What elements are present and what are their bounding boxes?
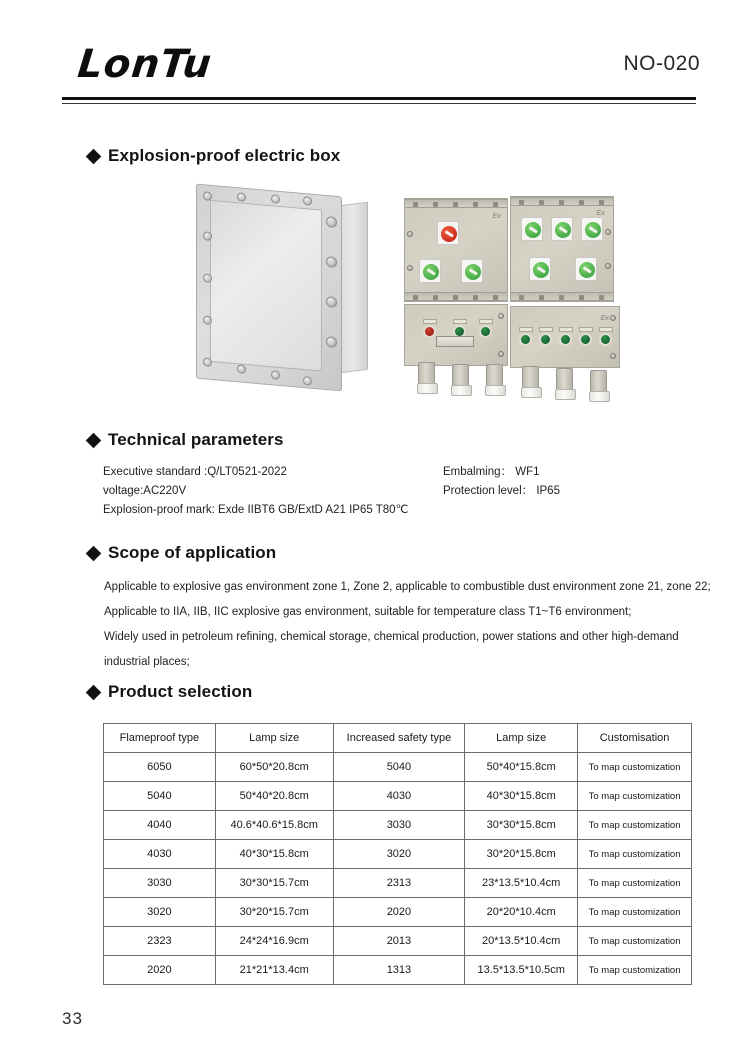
diamond-bullet-icon bbox=[86, 148, 102, 164]
cell-increased-safety-type: 3030 bbox=[333, 811, 465, 840]
cell-increased-safety-type: 5040 bbox=[333, 753, 465, 782]
cell-customisation: To map customization bbox=[578, 956, 692, 985]
spec-explosion-proof-mark: Explosion-proof mark: Exde IIBT6 GB/ExtD A21 IP65 T80℃ bbox=[103, 504, 409, 516]
product-nameplate bbox=[436, 336, 474, 347]
section-heading-scope bbox=[88, 543, 276, 563]
cell-flameproof-type: 3030 bbox=[104, 869, 216, 898]
cell-lamp-size-2: 30*20*15.8cm bbox=[465, 840, 578, 869]
panel-section-bottom-right bbox=[510, 306, 620, 368]
scope-line: Widely used in petroleum refining, chemical storage, chemical production, power stations and other high-demand bbox=[104, 631, 679, 643]
cell-flameproof-type: 3020 bbox=[104, 898, 216, 927]
scope-line: Applicable to IIA, IIB, IIC explosive gas environment, suitable for temperature class T1~T6 environment; bbox=[104, 606, 632, 618]
indicator-light-green[interactable] bbox=[559, 333, 572, 346]
column-header-lamp-size-2: Lamp size bbox=[465, 724, 578, 753]
cell-customisation: To map customization bbox=[578, 753, 692, 782]
technical-right-column bbox=[443, 463, 560, 501]
switch-plate bbox=[419, 259, 441, 283]
cell-customisation: To map customization bbox=[578, 840, 692, 869]
column-header-increased-safety: Increased safety type bbox=[333, 724, 465, 753]
logo-text: LonTu bbox=[75, 42, 215, 87]
cable-gland bbox=[590, 370, 607, 394]
cell-increased-safety-type: 2313 bbox=[333, 869, 465, 898]
rotary-switch-green[interactable] bbox=[423, 264, 439, 280]
cable-gland bbox=[486, 364, 503, 388]
table-body bbox=[104, 753, 692, 985]
rotary-switch-green[interactable] bbox=[533, 262, 549, 278]
cell-flameproof-type: 2020 bbox=[104, 956, 216, 985]
spec-voltage: voltage:AC220V bbox=[103, 485, 187, 497]
section-title-text: Product selection bbox=[108, 682, 253, 701]
spec-protection-level: Protection level： IP65 bbox=[443, 485, 560, 497]
cell-lamp-size-2: 23*13.5*10.4cm bbox=[465, 869, 578, 898]
enclosure-bolt bbox=[203, 273, 212, 283]
indicator-label-tag bbox=[453, 319, 467, 324]
section-heading-selection bbox=[88, 682, 252, 702]
switch-plate bbox=[437, 221, 459, 245]
ex-marking: Ex bbox=[492, 213, 501, 220]
cell-increased-safety-type: 2013 bbox=[333, 927, 465, 956]
cell-flameproof-type: 4030 bbox=[104, 840, 216, 869]
ex-marking: Ex bbox=[600, 315, 609, 322]
cell-lamp-size-1: 30*30*15.7cm bbox=[215, 869, 333, 898]
enclosure-bolt bbox=[237, 192, 246, 202]
cable-gland bbox=[452, 364, 469, 388]
enclosure-bolt bbox=[326, 216, 337, 228]
page-header bbox=[0, 0, 756, 110]
panel-section-top-right bbox=[510, 196, 614, 302]
section-heading-technical bbox=[88, 430, 284, 450]
cell-customisation: To map customization bbox=[578, 927, 692, 956]
switch-plate bbox=[461, 259, 483, 283]
enclosure-bolt bbox=[237, 364, 246, 374]
table-row bbox=[104, 927, 692, 956]
table-row bbox=[104, 840, 692, 869]
enclosure-bolt bbox=[271, 194, 280, 204]
table-row bbox=[104, 753, 692, 782]
indicator-light-green[interactable] bbox=[519, 333, 532, 346]
enclosure-bolt bbox=[203, 191, 212, 201]
switch-plate bbox=[529, 257, 551, 281]
column-header-flameproof-type: Flameproof type bbox=[104, 724, 216, 753]
cell-increased-safety-type: 4030 bbox=[333, 782, 465, 811]
cell-lamp-size-1: 40*30*15.8cm bbox=[215, 840, 333, 869]
cell-increased-safety-type: 3020 bbox=[333, 840, 465, 869]
enclosure-bolt bbox=[203, 357, 212, 367]
scope-line: Applicable to explosive gas environment zone 1, Zone 2, applicable to combustible dust environment zone 21, zone 22; bbox=[104, 581, 711, 593]
switch-plate bbox=[521, 217, 543, 241]
cell-lamp-size-2: 13.5*13.5*10.5cm bbox=[465, 956, 578, 985]
diamond-bullet-icon bbox=[86, 684, 102, 700]
page-number: 33 bbox=[62, 1009, 83, 1028]
section-title-text: Explosion-proof electric box bbox=[108, 146, 341, 165]
diamond-bullet-icon bbox=[86, 545, 102, 561]
switch-plate bbox=[551, 217, 573, 241]
cell-lamp-size-2: 20*20*10.4cm bbox=[465, 898, 578, 927]
spec-executive-standard: Executive standard :Q/LT0521-2022 bbox=[103, 466, 287, 478]
cell-flameproof-type: 4040 bbox=[104, 811, 216, 840]
cell-lamp-size-2: 40*30*15.8cm bbox=[465, 782, 578, 811]
indicator-label-tag bbox=[599, 327, 613, 332]
cell-lamp-size-2: 20*13.5*10.4cm bbox=[465, 927, 578, 956]
cell-lamp-size-2: 30*30*15.8cm bbox=[465, 811, 578, 840]
panel-flange-top bbox=[511, 197, 613, 206]
enclosure-bolt bbox=[326, 336, 337, 348]
enclosure-bolt bbox=[303, 196, 312, 206]
table-row bbox=[104, 782, 692, 811]
control-panel-photo bbox=[400, 192, 622, 388]
enclosure-bolt bbox=[203, 231, 212, 241]
cell-customisation: To map customization bbox=[578, 869, 692, 898]
switch-plate bbox=[575, 257, 597, 281]
scope-line: industrial places; bbox=[104, 656, 190, 668]
cell-lamp-size-1: 60*50*20.8cm bbox=[215, 753, 333, 782]
indicator-light-green[interactable] bbox=[539, 333, 552, 346]
enclosure-bolt bbox=[326, 256, 337, 268]
cell-customisation: To map customization bbox=[578, 811, 692, 840]
cell-increased-safety-type: 1313 bbox=[333, 956, 465, 985]
enclosure-bolt bbox=[203, 315, 212, 325]
indicator-label-tag bbox=[423, 319, 437, 324]
spec-embalming: Embalming： WF1 bbox=[443, 466, 540, 478]
indicator-label-tag bbox=[579, 327, 593, 332]
enclosure-bolt bbox=[271, 370, 280, 380]
indicator-light-green[interactable] bbox=[479, 325, 492, 338]
panel-flange-top bbox=[405, 199, 507, 208]
enclosure-bolt bbox=[326, 296, 337, 308]
panel-section-top-left bbox=[404, 198, 508, 302]
rotary-switch-green[interactable] bbox=[555, 222, 571, 238]
table-row bbox=[104, 898, 692, 927]
cell-flameproof-type: 2323 bbox=[104, 927, 216, 956]
rotary-switch-red[interactable] bbox=[441, 226, 457, 242]
indicator-label-tag bbox=[479, 319, 493, 324]
cell-lamp-size-2: 50*40*15.8cm bbox=[465, 753, 578, 782]
rotary-switch-green[interactable] bbox=[579, 262, 595, 278]
document-number: NO-020 bbox=[623, 52, 700, 75]
section-title-text: Scope of application bbox=[108, 543, 277, 562]
header-rule-thick bbox=[62, 97, 696, 100]
scope-of-application bbox=[104, 575, 744, 675]
cell-flameproof-type: 6050 bbox=[104, 753, 216, 782]
enclosure-bolt bbox=[303, 376, 312, 386]
rotary-switch-green[interactable] bbox=[585, 222, 601, 238]
technical-left-column bbox=[103, 463, 408, 520]
column-header-customisation: Customisation bbox=[578, 724, 692, 753]
product-images bbox=[0, 180, 756, 410]
enclosure-front-face bbox=[196, 184, 342, 392]
enclosure-photo bbox=[196, 190, 368, 385]
indicator-label-tag bbox=[559, 327, 573, 332]
cable-gland bbox=[522, 366, 539, 390]
section-title-text: Technical parameters bbox=[108, 430, 284, 449]
indicator-label-tag bbox=[539, 327, 553, 332]
enclosure-lid bbox=[210, 200, 322, 372]
rotary-switch-green[interactable] bbox=[465, 264, 481, 280]
column-header-lamp-size-1: Lamp size bbox=[215, 724, 333, 753]
diamond-bullet-icon bbox=[86, 432, 102, 448]
cable-gland bbox=[418, 362, 435, 386]
cell-lamp-size-1: 21*21*13.4cm bbox=[215, 956, 333, 985]
cell-flameproof-type: 5040 bbox=[104, 782, 216, 811]
panel-flange-bottom bbox=[511, 292, 613, 301]
indicator-label-tag bbox=[519, 327, 533, 332]
table-row bbox=[104, 811, 692, 840]
ex-marking: Ex bbox=[596, 210, 605, 217]
cable-gland bbox=[556, 368, 573, 392]
indicator-light-green[interactable] bbox=[599, 333, 612, 346]
cell-customisation: To map customization bbox=[578, 782, 692, 811]
table-row bbox=[104, 869, 692, 898]
switch-plate bbox=[581, 217, 603, 241]
cell-increased-safety-type: 2020 bbox=[333, 898, 465, 927]
cell-lamp-size-1: 50*40*20.8cm bbox=[215, 782, 333, 811]
table-row bbox=[104, 956, 692, 985]
cell-lamp-size-1: 24*24*16.9cm bbox=[215, 927, 333, 956]
header-rule-thin bbox=[62, 103, 696, 104]
cell-customisation: To map customization bbox=[578, 898, 692, 927]
product-selection-table bbox=[103, 723, 692, 985]
panel-section-bottom-left bbox=[404, 304, 508, 366]
indicator-light-red[interactable] bbox=[423, 325, 436, 338]
indicator-light-green[interactable] bbox=[579, 333, 592, 346]
cell-lamp-size-1: 40.6*40.6*15.8cm bbox=[215, 811, 333, 840]
cell-lamp-size-1: 30*20*15.7cm bbox=[215, 898, 333, 927]
panel-flange-bottom bbox=[405, 292, 507, 301]
section-heading-product bbox=[88, 146, 340, 166]
brand-logo bbox=[76, 42, 214, 87]
table-header-row bbox=[104, 724, 692, 753]
rotary-switch-green[interactable] bbox=[525, 222, 541, 238]
